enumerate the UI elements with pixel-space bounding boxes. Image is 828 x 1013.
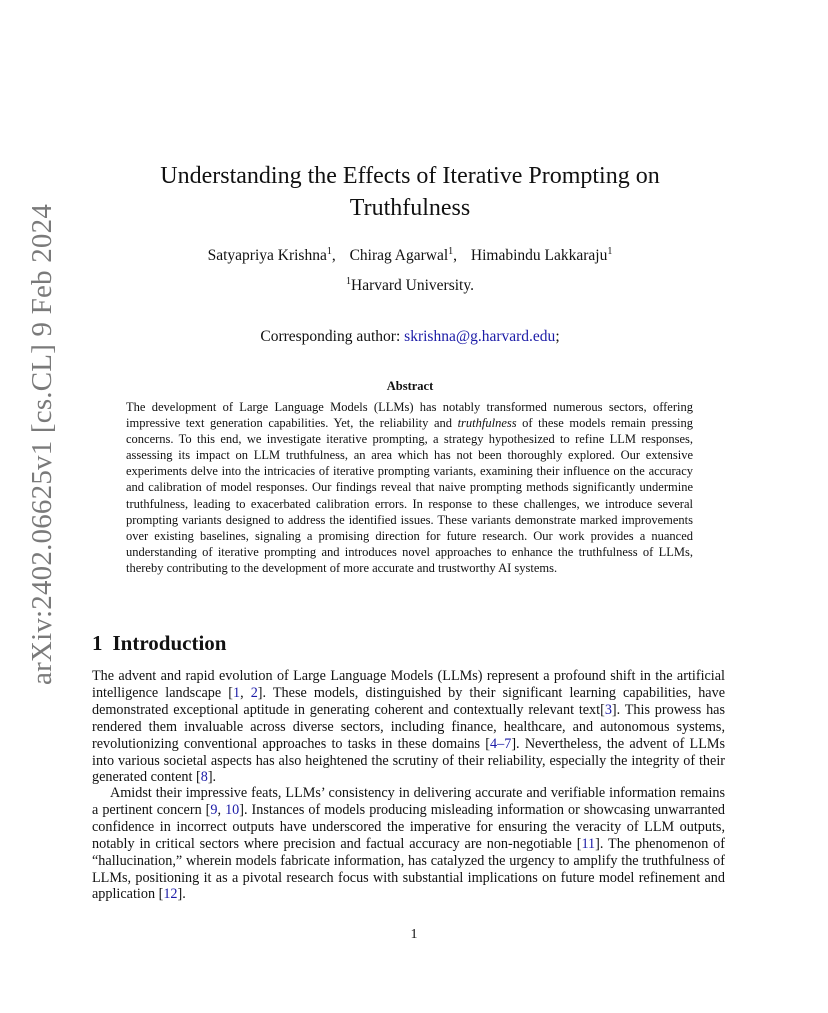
- author-list: [90, 246, 730, 265]
- paragraph-text: ,: [240, 684, 251, 701]
- corresponding-suffix: ;: [555, 328, 560, 345]
- page-number: 1: [410, 927, 418, 942]
- section-title: Introduction: [112, 631, 227, 655]
- citation-link[interactable]: 10: [225, 801, 240, 818]
- author-name: Chirag Agarwal: [349, 247, 449, 265]
- paragraph-text: ]. Nevertheless, the advent of LLMs into various societal aspects has also heightened the scrutiny of their reliability, especially the integrity of their generated content [: [92, 735, 725, 786]
- paragraph-text: ].: [177, 886, 186, 903]
- abstract-text: The development of Large Language Models (LLMs) has notably transformed numerous sectors, offering impressive text generation capabilities. Yet, the reliability and: [126, 400, 693, 431]
- paragraph-text: ,: [217, 801, 226, 818]
- paragraph-text: ]. Instances of models producing misleading information or showcasing unwarranted confidence in incorrect outputs have underscored the imperative for ensuring the veracity of LLM outputs, notably in critical sectors where precision and factual accuracy are non-negotiable [: [92, 801, 725, 852]
- abstract-body: [126, 399, 693, 576]
- citation-link[interactable]: 11: [581, 835, 596, 852]
- citation-link[interactable]: 4–7: [490, 735, 512, 752]
- affiliation-name: Harvard University.: [351, 277, 474, 295]
- paragraph-text: ].: [207, 769, 217, 786]
- corresponding-author: [90, 328, 730, 346]
- paragraph-text: The advent and rapid evolution of Large Language Models (LLMs) represent a profound shift in the artificial intelligence landscape [: [92, 668, 725, 701]
- author-3: [471, 247, 612, 264]
- intro-paragraph-2: [92, 785, 725, 903]
- paragraph-text: Amidst their impressive feats, LLMs’ consistency in delivering accurate and verifiable information remains a pertinent concern [: [92, 785, 725, 818]
- author-affiliation-marker: 1: [607, 246, 613, 257]
- citation-link[interactable]: 3: [604, 701, 612, 718]
- citation-link[interactable]: 8: [200, 769, 208, 786]
- author-name: Himabindu Lakkaraju: [470, 247, 608, 265]
- paragraph-text: ]. The phenomenon of “hallucination,” wherein models fabricate information, has catalyzed the urgency to amplify the truthfulness of LLMs, positioning it as a pivotal research focus with substantial implications on future model refinement and application [: [92, 835, 725, 903]
- paragraph-text: ]. These models, distinguished by their significant learning capabilities, have demonstrated exceptional aptitude in generating coherent and contextually relevant text[: [92, 684, 725, 718]
- author-1: Satyapriya Krishna$^1$,: [207, 246, 336, 265]
- section-number: 1: [92, 631, 103, 655]
- arxiv-identifier-text: arXiv:2402.06625v1 [cs.CL] 9 Feb 2024: [26, 203, 58, 685]
- email-link[interactable]: skrishna@g.harvard.edu: [404, 328, 556, 345]
- abstract-heading: Abstract: [386, 379, 434, 393]
- section-heading: [92, 631, 226, 656]
- citation-link[interactable]: 9: [210, 801, 218, 818]
- author-affiliation-marker: 1: [448, 246, 454, 257]
- abstract-text: of these models remain pressing concerns. To this end, we investigate iterative prompting, a strategy hypothesized to refine LLM responses, assessing its impact on LLM truthfulness, an area which has not been thoroughly explored. Our extensive experiments delve into the intricacies of iterative prompting variants, examining their influence on the accuracy and calibration of model responses. Our findings reveal that naive prompting methods significantly undermine truthfulness, leading to exacerbated calibration errors. In response to these challenges, we introduce several prompting variants designed to address the identified issues. These variants demonstrate marked improvements over existing baselines, signaling a promising direction for future research. Our work provides a nuanced understanding of iterative prompting and introduces novel approaches to enhance the truthfulness of LLMs, thereby contributing to the development of more accurate and trustworthy AI systems.: [126, 416, 694, 575]
- author-name: Satyapriya Krishna: [207, 247, 327, 265]
- paper-title: Understanding the Effects of Iterative Prompting on Truthfulness: [160, 163, 660, 221]
- corresponding-label: Corresponding author:: [260, 328, 405, 345]
- paragraph-text: ]. This prowess has rendered them invaluable across diverse sectors, including finance, healthcare, and autonomous systems, revolutionizing conventional approaches to tasks in these domains [: [92, 701, 725, 752]
- affiliation-marker: 1: [346, 276, 352, 287]
- author-2: Chirag Agarwal$^1$,: [349, 246, 458, 265]
- author-affiliation-marker: 1: [326, 246, 332, 257]
- affiliation: [90, 276, 730, 295]
- intro-paragraph-1: [92, 668, 725, 786]
- abstract-emphasis: truthfulness: [457, 416, 517, 431]
- citation-link[interactable]: 1: [232, 684, 241, 701]
- citation-link[interactable]: 12: [163, 886, 178, 903]
- citation-link[interactable]: 2: [250, 684, 258, 701]
